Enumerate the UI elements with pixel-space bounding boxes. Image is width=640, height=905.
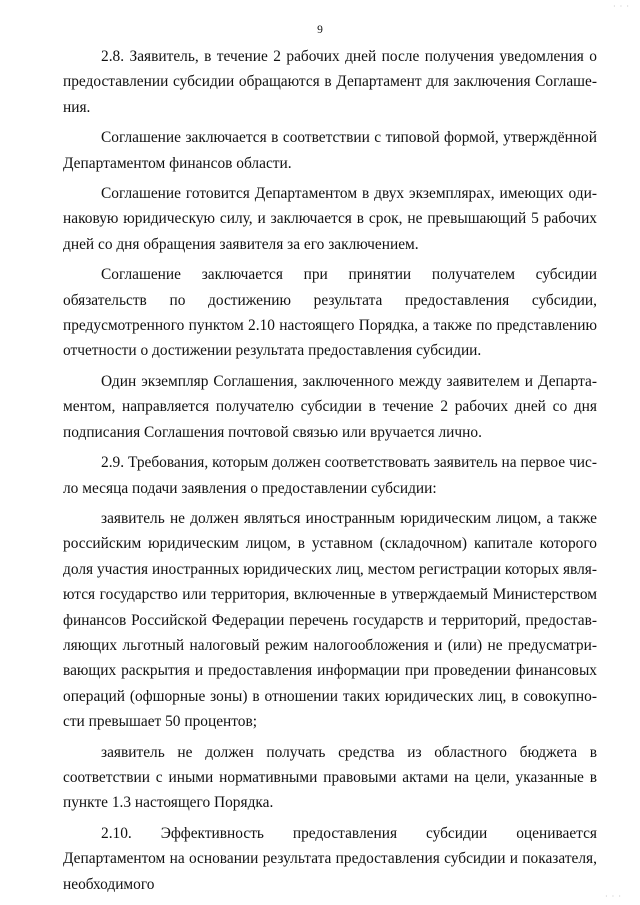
scan-artifact-mark: · · ·: [605, 892, 622, 901]
paragraph-agreement-obligations: Соглашение заключается при принятии получателем субсидии обязательств по достижению результата предоставления субсидии, предусмотренного пунктом 2.10 настоящего Порядка, а также по представлению отчетности о достижении результата предоставления субсидии.: [63, 266, 597, 360]
paragraph-2-10: 2.10. Эффективность предоставления субсидии оценивается Департаментом на основании результата предоставления субсидии и показателя, необходимого: [63, 824, 597, 893]
scan-artifact-mark: · · ·: [613, 2, 630, 11]
paragraph-2-8: 2.8. Заявитель, в течение 2 рабочих дней после получения уведомления о предоставлении субсидии обращаются в Департамент для заключения Соглашения.: [63, 48, 597, 116]
document-body: [63, 44, 597, 902]
paragraph-agreement-form: Соглашение заключается в соответствии с типовой формой, утверждённой Департаментом финансов области.: [63, 129, 597, 172]
paragraph-requirement-budget-funds: заявитель не должен получать средства из областного бюджета в соответствии с иными нормативными правовыми актами на цели, указанные в пункте 1.3 настоящего Порядка.: [63, 743, 597, 812]
paragraph-agreement-copy: Один экземпляр Соглашения, заключенного между заявителем и Департаментом, направляется получателю субсидии в течение 2 рабочих дней со дня подписания Соглашения почтовой связью или вручается лично.: [63, 372, 597, 441]
paragraph-2-9: 2.9. Требования, которым должен соответствовать заявитель на первое число месяца подачи заявления о предоставлении субсидии:: [63, 454, 597, 497]
page-number: 9: [317, 24, 323, 36]
paragraph-requirement-foreign-entity: заявитель не должен являться иностранным юридическим лицом, а также российским юридическим лицом, в уставном (складочном) капитале которого доля участия иностранных юридических лиц, местом регистрации которых являются государство или территория, включенные в утверждаемый Министерством финансов Российской Федерации перечень государств и территорий, предоставляющих льготный налоговый режим налогообложения и (или) не предусматривающих раскрытия и предоставления информации при проведении финансовых операций (офшорные зоны) в отношении таких юридических лиц, в совокупности превышает 50 процентов;: [63, 509, 597, 731]
paragraph-agreement-preparation: Соглашение готовится Департаментом в двух экземплярах, имеющих одинаковую юридическую силу, и заключается в срок, не превышающий 5 рабочих дней со дня обращения заявителя за его заключением.: [63, 185, 597, 253]
